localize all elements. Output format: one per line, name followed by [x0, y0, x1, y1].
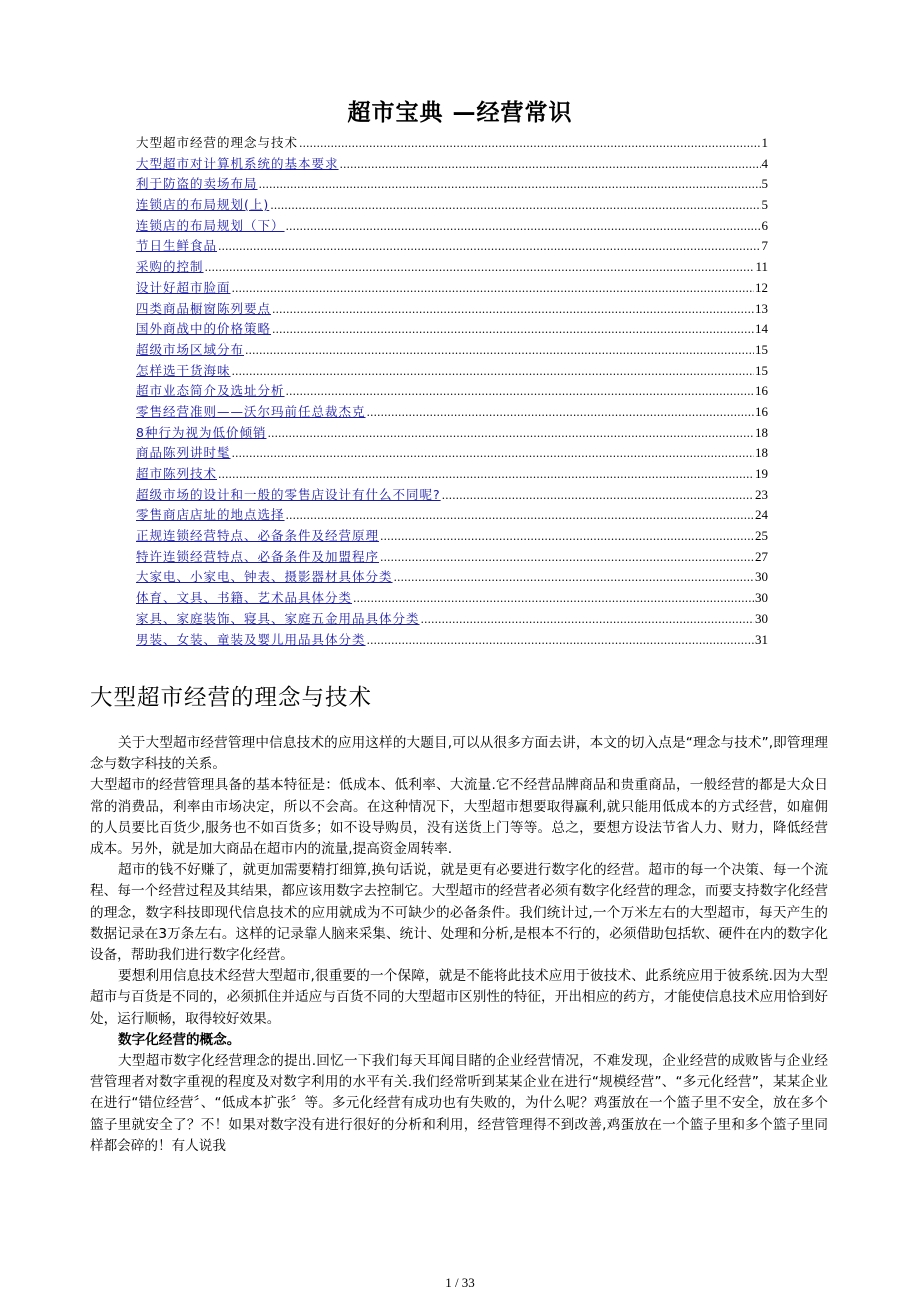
toc-entry[interactable]: [136, 257, 768, 278]
toc-page-number: 6: [761, 217, 768, 233]
toc-entry[interactable]: [136, 319, 768, 340]
toc-entry[interactable]: [136, 299, 768, 320]
toc-page-number: 5: [761, 176, 768, 192]
toc-entry[interactable]: [136, 609, 768, 630]
toc-entry-link[interactable]: 男装、女装、童装及婴儿用品具体分类: [136, 631, 366, 647]
toc-page-number: 15: [755, 362, 768, 378]
section-heading: 大型超市经营的理念与技术: [90, 685, 373, 711]
toc-leader-dots: [442, 486, 754, 507]
toc-entry-link[interactable]: 超级市场区域分布: [136, 341, 245, 357]
toc-entry[interactable]: [136, 630, 768, 651]
toc-entry[interactable]: [136, 154, 768, 175]
toc-entry-link[interactable]: 怎样选干货海味: [136, 362, 231, 378]
toc-leader-dots: [421, 610, 754, 631]
toc-entry[interactable]: [136, 402, 768, 423]
toc-entry-link[interactable]: 超级市场的设计和一般的零售店设计有什么不同呢?: [136, 486, 441, 502]
toc-entry[interactable]: [136, 547, 768, 568]
toc-entry-link[interactable]: 采购的控制: [136, 259, 204, 275]
toc-entry-link[interactable]: 利于防盗的卖场布局: [136, 176, 258, 192]
toc-leader-dots: [340, 155, 761, 176]
toc-leader-dots: [286, 217, 761, 238]
toc-entry[interactable]: [136, 505, 768, 526]
toc-page-number: 19: [755, 466, 768, 481]
document-title: 超市宝典 —经营常识: [347, 100, 573, 126]
toc-entry[interactable]: [136, 340, 768, 361]
toc-entry[interactable]: [136, 361, 768, 382]
toc-entry[interactable]: [136, 443, 768, 464]
toc-leader-dots: [205, 258, 755, 279]
toc-page-number: 15: [755, 341, 768, 357]
toc-entry[interactable]: [136, 174, 768, 195]
toc-page-number: 12: [755, 279, 768, 295]
body-paragraph: 要想利用信息技术经营大型超市,很重要的一个保障，就是不能将此技术应用于彼技术、此系统应用于彼系统.因为大型超市与百货是不同的，必须抓住并适应与百货不同的大型超市区别性的特征，开出相应的药方，才能使信息技术应用恰到好处，运行顺畅，取得较好效果。: [90, 968, 828, 1027]
subheading: 数字化经营的概念。: [118, 1031, 241, 1048]
toc-page-number: 13: [755, 300, 768, 316]
toc-page-number: 16: [755, 383, 768, 399]
toc-leader-dots: [367, 403, 754, 424]
toc-entry-label: 大型超市经营的理念与技术: [136, 135, 299, 150]
toc-page-number: 14: [755, 321, 768, 337]
toc-leader-dots: [286, 506, 754, 527]
toc-leader-dots: [299, 134, 760, 155]
toc-entry-link[interactable]: 节日生鲜食品: [136, 238, 218, 254]
toc-entry-link[interactable]: 连锁店的布局规划（下）: [136, 217, 285, 233]
toc-page-number: 11: [755, 259, 768, 275]
toc-page-number: 31: [755, 631, 768, 647]
page-number: 1 / 33: [445, 1275, 475, 1290]
toc-entry-link[interactable]: 零售商店店址的地点选择: [136, 507, 285, 523]
body-paragraph: 超市的钱不好赚了，就更加需要精打细算,换句话说，就是更有必要进行数字化的经营。超市的每一个决策、每一个流程、每一个经营过程及其结果，都应该用数字去控制它。大型超市的经营者必须有数字化经营的理念，而要支持数字化经营的理念，数字科技即现代信息技术的应用就成为不可缺少的必备条件。我们统计过,一个万米左右的大型超市，每天产生的数据记录在3万条左右。这样的记录靠人脑来采集、统计、处理和分析,是根本不行的，必须借助包括软、硬件在内的数字化设备，帮助我们进行数字化经营。: [90, 862, 828, 964]
toc-leader-dots: [272, 320, 754, 341]
toc-entry-link[interactable]: 连锁店的布局规划(上): [136, 197, 270, 213]
body-paragraph: 大型超市数字化经营理念的提出.回忆一下我们每天耳闻目睹的企业经营情况，不难发现，企业经营的成败皆与企业经营管理者对数字重视的程度及对数字利用的水平有关.我们经常听到某某企业在进行“规模经营”、“多元化经营”，某某企业在进行“错位经营〞、“低成本扩张〞等。多元化经营有成功也有失败的，为什么呢？鸡蛋放在一个篮子里不安全，放在多个篮子里就安全了？不！如果对数字没有进行很好的分析和利用，经营管理得不到改善,鸡蛋放在一个篮子里和多个篮子里同样都会碎的！有人说我: [90, 1053, 828, 1154]
toc-page-number: 30: [755, 590, 768, 606]
toc-page-number: 18: [755, 445, 768, 461]
toc-entry-link[interactable]: 大型超市对计算机系统的基本要求: [136, 155, 339, 171]
toc-entry[interactable]: [136, 216, 768, 237]
toc-entry-link[interactable]: 体育、文具、书籍、艺术品具体分类: [136, 590, 353, 606]
toc-leader-dots: [394, 568, 754, 589]
toc-entry-link[interactable]: 大家电、小家电、钟表、摄影器材具体分类: [136, 569, 393, 585]
toc-entry: [136, 133, 768, 154]
toc-entry-link[interactable]: 超市陈列技术: [136, 466, 218, 481]
body-paragraph: 关于大型超市经营管理中信息技术的应用这样的大题目,可以从很多方面去讲，本文的切入点是“理念与技术”,即管理理念与数字科技的关系。: [90, 735, 828, 773]
toc-page-number: 30: [755, 569, 768, 585]
toc-entry[interactable]: [136, 195, 768, 216]
toc-leader-dots: [270, 196, 760, 217]
toc-leader-dots: [245, 341, 754, 362]
toc-entry-link[interactable]: 8种行为视为低价倾销: [136, 424, 267, 440]
toc-entry-link[interactable]: 超市业态简介及选址分析: [136, 383, 285, 399]
toc-leader-dots: [286, 382, 754, 403]
toc-entry[interactable]: [136, 381, 768, 402]
toc-leader-dots: [367, 631, 754, 652]
toc-page-number: 27: [755, 548, 768, 564]
toc-page-number: 1: [761, 135, 768, 150]
toc-entry[interactable]: [136, 526, 768, 547]
toc-leader-dots: [232, 362, 754, 383]
toc-entry-link[interactable]: 四类商品橱窗陈列要点: [136, 300, 272, 316]
table-of-contents: [136, 133, 768, 650]
toc-leader-dots: [353, 589, 754, 610]
toc-entry-link[interactable]: 家具、家庭装饰、寝具、家庭五金用品具体分类: [136, 610, 420, 626]
section-body: [90, 733, 828, 1157]
toc-page-number: 25: [755, 528, 768, 544]
toc-entry[interactable]: [136, 278, 768, 299]
toc-page-number: 30: [755, 610, 768, 626]
toc-entry[interactable]: [136, 423, 768, 444]
toc-entry-link[interactable]: 零售经营准则——沃尔玛前任总裁杰克: [136, 403, 366, 419]
toc-leader-dots: [218, 237, 760, 258]
toc-entry[interactable]: [136, 236, 768, 257]
toc-page-number: 7: [761, 238, 768, 254]
toc-entry-link[interactable]: 设计好超市脸面: [136, 279, 231, 295]
toc-entry-link[interactable]: 特许连锁经营特点、必备条件及加盟程序: [136, 548, 380, 564]
toc-entry[interactable]: [136, 588, 768, 609]
toc-page-number: 16: [755, 403, 768, 419]
toc-entry[interactable]: [136, 567, 768, 588]
toc-page-number: 23: [755, 486, 768, 502]
toc-page-number: 24: [755, 507, 768, 523]
toc-page-number: 18: [755, 424, 768, 440]
toc-entry[interactable]: [136, 485, 768, 506]
toc-entry-link[interactable]: 正规连锁经营特点、必备条件及经营原理: [136, 528, 380, 544]
toc-page-number: 4: [761, 155, 768, 171]
toc-entry[interactable]: [136, 464, 768, 485]
toc-leader-dots: [380, 527, 754, 548]
toc-page-number: 5: [761, 197, 768, 213]
body-paragraph: 大型超市的经营管理具备的基本特征是：低成本、低利率、大流量.它不经营品牌商品和贵重商品，一般经营的都是大众日常的消费品，利率由市场决定，所以不会高。在这种情况下，大型超市想要取得赢利,就只能用低成本的方式经营，如雇佣的人员要比百货少,服务也不如百货多；如不设导购员，没有送货上门等等。总之，要想方设法节省人力、财力，降低经营成本。另外，就是加大商品在超市内的流量,提高资金周转率.: [90, 777, 828, 858]
toc-entry-link[interactable]: 商品陈列讲时髦: [136, 445, 231, 461]
toc-leader-dots: [267, 424, 754, 445]
toc-leader-dots: [232, 444, 754, 465]
toc-leader-dots: [232, 279, 754, 300]
toc-entry-link[interactable]: 国外商战中的价格策略: [136, 321, 272, 337]
toc-leader-dots: [259, 175, 761, 196]
toc-leader-dots: [272, 300, 754, 321]
toc-leader-dots: [380, 548, 754, 569]
toc-leader-dots: [218, 465, 754, 486]
